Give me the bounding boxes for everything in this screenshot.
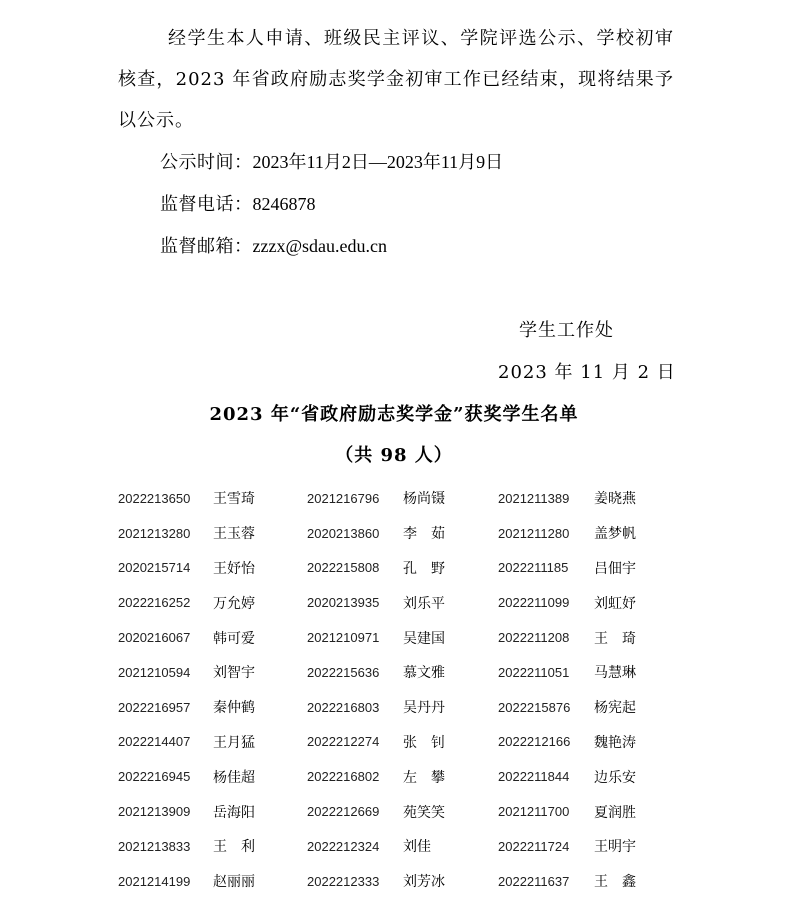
student-id: 2021214199: [118, 873, 191, 889]
roster-row: [118, 759, 678, 794]
roster-row: [118, 690, 678, 725]
notice-paragraph: 经学生本人申请、班级民主评议、学院评选公示、学校初审核查，2023 年省政府励志奖学金初审工作已经结束，现将结果予以公示。: [118, 28, 674, 131]
student-name: 岳海阳: [213, 804, 255, 821]
student-id: 2022215876: [498, 699, 571, 715]
student-id: 2021216796: [307, 490, 380, 506]
student-name: 姜晓燕: [594, 491, 636, 508]
student-name: 杨宪起: [594, 700, 636, 717]
student-id: 2022212166: [498, 734, 571, 750]
student-id: 2022211051: [498, 664, 570, 680]
student-id: 2021213909: [118, 804, 191, 820]
supervision-phone: [160, 192, 316, 217]
student-name: 刘乐平: [403, 595, 445, 612]
student-name: 刘虹妤: [594, 595, 636, 612]
roster-title: 2023 年“省政府励志奖学金”获奖学生名单: [209, 404, 579, 425]
student-name: 王妤怡: [213, 560, 255, 577]
roster-row: [118, 551, 678, 586]
student-name: 王 鑫: [594, 874, 636, 891]
student-id: 2022214407: [118, 734, 191, 750]
student-name: 慕文雅: [403, 665, 445, 682]
student-id: 2022212669: [307, 804, 380, 820]
student-name: 苑笑笑: [403, 804, 445, 821]
student-name: 刘智宇: [213, 665, 255, 682]
student-id: 2022211637: [498, 873, 570, 889]
award-roster: [118, 481, 678, 899]
student-name: 李 茹: [403, 526, 445, 543]
student-id: 2021211280: [498, 525, 570, 541]
student-id: 2022211099: [498, 595, 570, 611]
student-id: 2022216252: [118, 595, 191, 611]
student-name: 韩可爱: [213, 630, 255, 647]
issuing-office: 学生工作处: [519, 320, 614, 341]
roster-row: [118, 794, 678, 829]
student-name: 杨佳超: [213, 769, 255, 786]
student-id: 2021211700: [498, 804, 570, 820]
student-name: 王 琦: [594, 630, 636, 647]
student-id: 2022211208: [498, 630, 570, 646]
student-id: 2022216945: [118, 769, 191, 785]
supervision-phone-label: 监督电话：: [160, 194, 253, 215]
student-id: 2022216803: [307, 699, 380, 715]
student-id: 2022216957: [118, 699, 191, 715]
student-id: 2022212333: [307, 873, 380, 889]
student-name: 秦仲鹤: [213, 700, 255, 717]
supervision-email: [160, 234, 387, 259]
student-id: 2022212274: [307, 734, 380, 750]
student-id: 2022215808: [307, 560, 380, 576]
student-id: 2022211844: [498, 769, 570, 785]
student-name: 赵丽丽: [213, 874, 255, 891]
student-name: 刘佳: [403, 839, 431, 856]
roster-row: [118, 725, 678, 760]
publicity-period: [160, 150, 503, 175]
student-id: 2021213280: [118, 525, 191, 541]
roster-row: [118, 829, 678, 864]
student-name: 吴建国: [403, 630, 445, 647]
student-name: 刘芳冰: [403, 874, 445, 891]
student-id: 2022212324: [307, 838, 380, 854]
student-name: 边乐安: [594, 769, 636, 786]
student-name: 张 钊: [403, 734, 445, 751]
roster-row: [118, 516, 678, 551]
supervision-email-label: 监督邮箱：: [160, 236, 253, 257]
student-name: 万允婷: [213, 595, 255, 612]
student-name: 王雪琦: [213, 491, 255, 508]
roster-row: [118, 655, 678, 690]
publicity-period-value: 2023年11月2日—2023年11月9日: [252, 152, 504, 172]
student-name: 杨尚镊: [403, 491, 445, 508]
supervision-phone-value: 8246878: [252, 194, 316, 214]
student-id: 2022215636: [307, 664, 380, 680]
roster-count: （共 98 人）: [335, 445, 453, 466]
roster-row: [118, 585, 678, 620]
student-name: 魏艳涛: [594, 734, 636, 751]
student-id: 2020213935: [307, 595, 380, 611]
student-id: 2022216802: [307, 769, 380, 785]
student-id: 2021211389: [498, 490, 570, 506]
student-name: 王明宇: [594, 839, 636, 856]
student-name: 吴丹丹: [403, 700, 445, 717]
student-id: 2021210594: [118, 664, 191, 680]
roster-row: [118, 481, 678, 516]
student-name: 王 利: [213, 839, 255, 856]
roster-row: [118, 864, 678, 899]
student-id: 2021210971: [307, 630, 380, 646]
student-name: 孔 野: [403, 560, 445, 577]
supervision-email-value: zzzx@sdau.edu.cn: [252, 236, 388, 256]
student-name: 王月猛: [213, 734, 255, 751]
student-id: 2020216067: [118, 630, 191, 646]
student-name: 左 攀: [403, 769, 445, 786]
student-name: 吕佃宇: [594, 560, 636, 577]
student-name: 夏润胜: [594, 804, 636, 821]
student-id: 2020213860: [307, 525, 380, 541]
student-id: 2022213650: [118, 490, 191, 506]
student-name: 马慧琳: [594, 665, 636, 682]
student-id: 2022211185: [498, 560, 569, 576]
student-id: 2020215714: [118, 560, 191, 576]
roster-row: [118, 620, 678, 655]
student-name: 盖梦帆: [594, 526, 636, 543]
issue-date: 2023 年 11 月 2 日: [498, 362, 676, 383]
publicity-period-label: 公示时间：: [160, 152, 253, 173]
student-id: 2021213833: [118, 838, 191, 854]
student-name: 王玉蓉: [213, 526, 255, 543]
student-id: 2022211724: [498, 838, 570, 854]
